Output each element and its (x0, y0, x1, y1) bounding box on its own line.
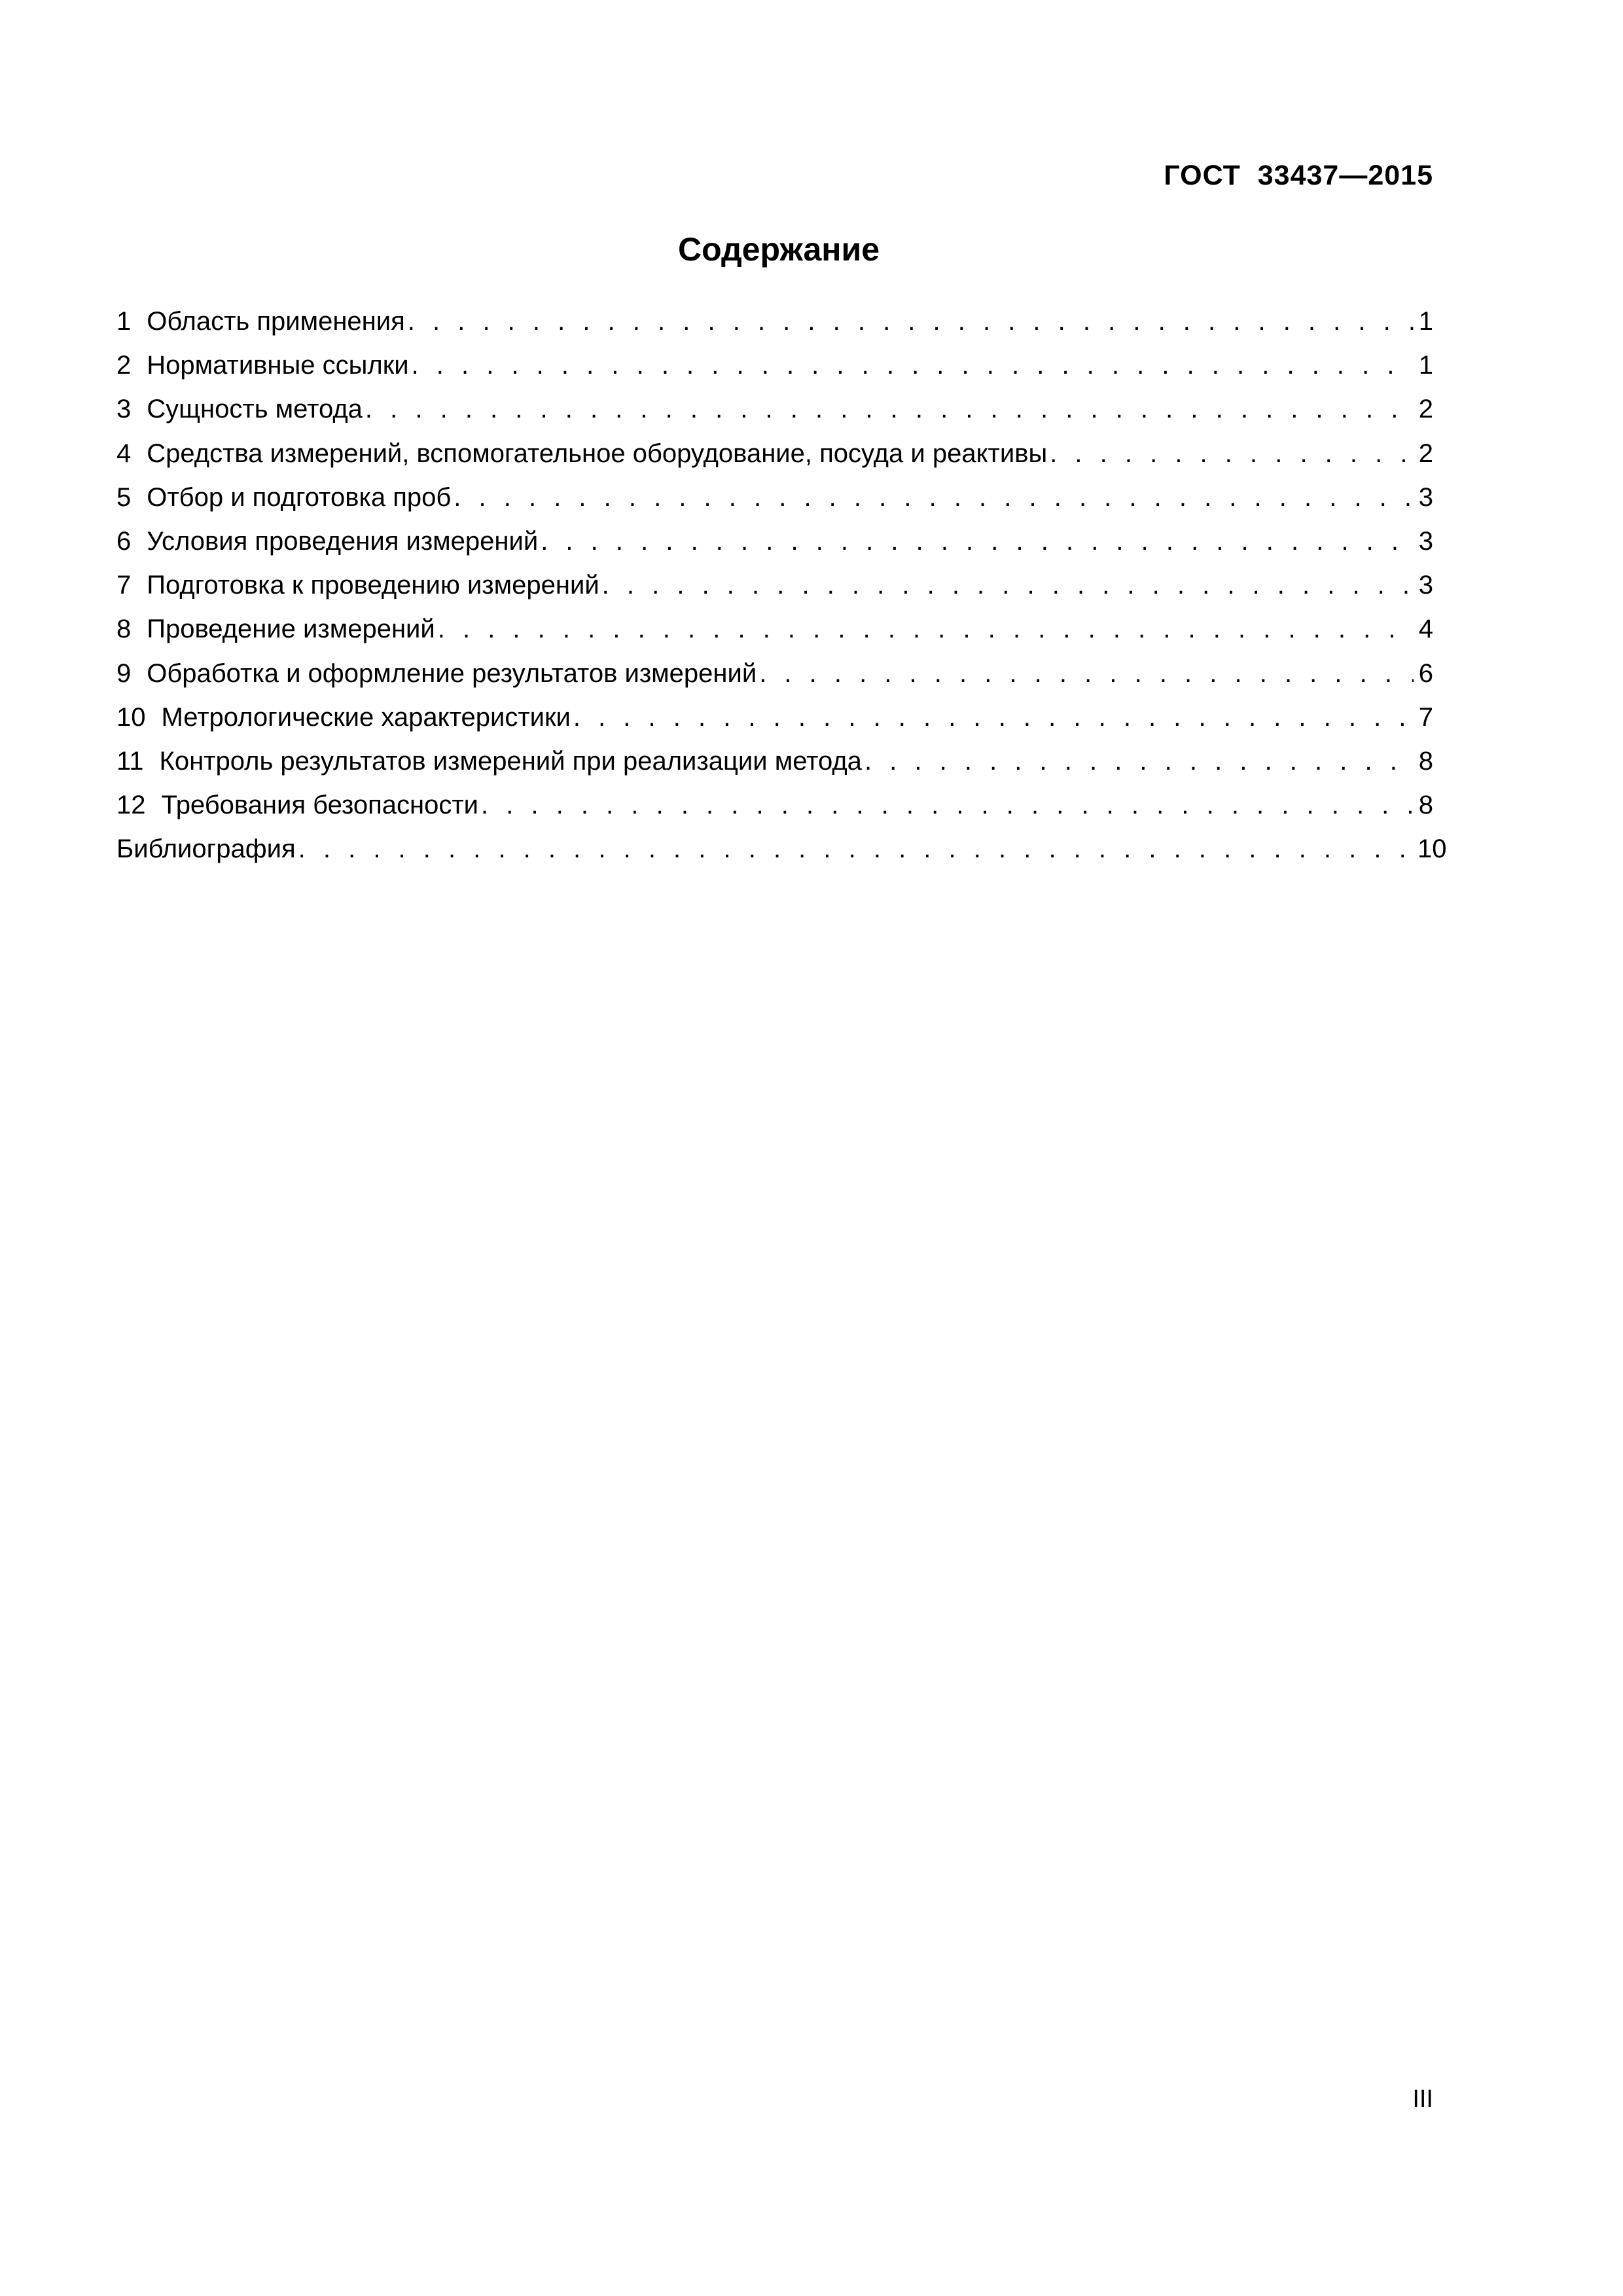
toc-entry-number: 6 (116, 526, 132, 556)
toc-entry-number: 3 (116, 395, 132, 424)
toc-leader-dots (481, 783, 1414, 827)
toc-entry-label: Отбор и подготовка проб (147, 482, 452, 512)
toc-leader-dots (438, 607, 1414, 651)
toc-entry-label: Сущность метода (147, 395, 363, 424)
toc-entry-3[interactable] (116, 387, 1433, 431)
toc-entry-12[interactable] (116, 783, 1433, 827)
toc-entry-page: 8 (1418, 791, 1433, 820)
toc-entry-6[interactable] (116, 520, 1433, 564)
toc-entry-page: 8 (1418, 746, 1433, 776)
toc-entry-page: 3 (1418, 482, 1433, 512)
toc-entry-11[interactable] (116, 740, 1433, 783)
toc-entry-4[interactable] (116, 432, 1433, 476)
toc-entry-page: 2 (1418, 395, 1433, 424)
toc-leader-dots (298, 827, 1414, 871)
toc-leader-dots (865, 740, 1414, 783)
toc-leader-dots (412, 344, 1414, 387)
table-of-contents (116, 300, 1447, 871)
toc-entry-10[interactable] (116, 696, 1433, 740)
toc-entry-label: Обработка и оформление результатов измерений (147, 658, 757, 688)
toc-entry-label: Подготовка к проведению измерений (147, 571, 599, 600)
toc-entry-number: 7 (116, 571, 132, 600)
toc-entry-number: 1 (116, 307, 132, 336)
toc-entry-number: 5 (116, 482, 132, 512)
toc-entry-label: Метрологические характеристики (161, 702, 571, 732)
toc-entry-label: Нормативные ссылки (147, 351, 409, 380)
toc-entry-page: 1 (1418, 307, 1433, 336)
toc-entry-bibliography[interactable] (116, 827, 1447, 871)
toc-entry-page: 3 (1418, 571, 1433, 600)
toc-leader-dots (1050, 432, 1414, 476)
toc-entry-label: Средства измерений, вспомогательное оборудование, посуда и реактивы (147, 439, 1048, 468)
toc-entry-page: 4 (1418, 615, 1433, 644)
page-number: III (1412, 2085, 1433, 2113)
document-code: ГОСТ 33437—2015 (1164, 160, 1433, 191)
toc-entry-page: 7 (1418, 702, 1433, 732)
toc-entry-label: Условия проведения измерений (147, 526, 539, 556)
toc-entry-label: Контроль результатов измерений при реализации метода (159, 746, 862, 776)
toc-leader-dots (541, 520, 1414, 564)
toc-leader-dots (408, 300, 1414, 344)
toc-entry-number: 8 (116, 615, 132, 644)
toc-entry-page: 6 (1418, 658, 1433, 688)
toc-leader-dots (573, 696, 1414, 740)
toc-entry-page: 3 (1418, 526, 1433, 556)
toc-title: Содержание (677, 231, 880, 268)
toc-entry-number: 9 (116, 658, 132, 688)
toc-leader-dots (365, 387, 1414, 431)
toc-entry-page: 1 (1418, 351, 1433, 380)
toc-entry-5[interactable] (116, 476, 1433, 520)
toc-entry-2[interactable] (116, 344, 1433, 387)
toc-entry-page: 10 (1418, 834, 1447, 864)
toc-entry-1[interactable] (116, 300, 1433, 344)
toc-entry-label: Область применения (147, 307, 405, 336)
toc-entry-number: 11 (116, 746, 144, 776)
toc-entry-8[interactable] (116, 607, 1433, 651)
toc-entry-number: 4 (116, 439, 132, 468)
toc-entry-number: 12 (116, 791, 146, 820)
toc-leader-dots (602, 564, 1414, 607)
toc-entry-7[interactable] (116, 564, 1433, 607)
toc-entry-label: Требования безопасности (161, 791, 479, 820)
toc-leader-dots (759, 652, 1414, 696)
toc-entry-9[interactable] (116, 652, 1433, 696)
toc-entry-label: Библиография (116, 834, 296, 864)
toc-leader-dots (454, 476, 1414, 520)
toc-entry-number: 10 (116, 702, 146, 732)
toc-entry-number: 2 (116, 351, 132, 380)
toc-entry-page: 2 (1418, 439, 1433, 468)
toc-entry-label: Проведение измерений (147, 615, 435, 644)
